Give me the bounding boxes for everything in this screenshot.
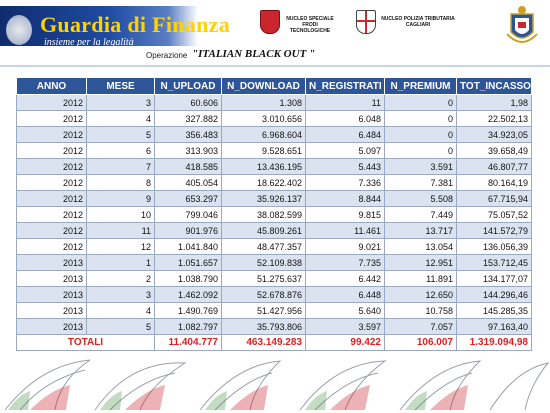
cell-tot-incasso: 134.177,07 [457, 271, 532, 287]
cell-n-premium: 7.057 [385, 319, 457, 335]
cell-tot-incasso: 75.057,52 [457, 207, 532, 223]
cell-n-download: 38.082.599 [222, 207, 306, 223]
operation-title: "ITALIAN BLACK OUT " [192, 48, 316, 60]
cell-n-upload: 418.585 [155, 159, 222, 175]
cell-n-download: 48.477.357 [222, 239, 306, 255]
table-row [17, 143, 532, 159]
cell-n-premium: 12.650 [385, 287, 457, 303]
cell-anno: 2012 [17, 191, 87, 207]
cell-n-download: 52.678.876 [222, 287, 306, 303]
cell-tot-incasso: 34.923,05 [457, 127, 532, 143]
cell-anno: 2012 [17, 175, 87, 191]
cell-n-upload: 799.046 [155, 207, 222, 223]
cell-mese: 5 [87, 127, 155, 143]
header-divider [0, 65, 550, 67]
cell-n-registrati: 11 [306, 95, 385, 111]
cell-n-download: 35.793.806 [222, 319, 306, 335]
table-row [17, 319, 532, 335]
brand-subtitle: insieme per la legalità [44, 37, 134, 48]
table-row [17, 303, 532, 319]
table-body [17, 95, 532, 335]
cell-n-premium: 0 [385, 95, 457, 111]
cell-anno: 2012 [17, 111, 87, 127]
table-row [17, 111, 532, 127]
cell-tot-incasso: 22.502,13 [457, 111, 532, 127]
cell-n-upload: 1.038.790 [155, 271, 222, 287]
cell-anno: 2012 [17, 143, 87, 159]
cell-n-download: 35.926.137 [222, 191, 306, 207]
cell-n-registrati: 9.021 [306, 239, 385, 255]
total-n-premium: 106.007 [385, 335, 457, 351]
cell-n-download: 9.528.651 [222, 143, 306, 159]
brand-title: Guardia di Finanza [40, 12, 230, 37]
cell-n-registrati: 6.442 [306, 271, 385, 287]
table-row [17, 95, 532, 111]
unit-label-cagliari: NUCLEO POLIZIA TRIBUTARIA CAGLIARI [381, 16, 455, 28]
column-header-n-premium: N_PREMIUM [385, 78, 457, 95]
cell-mese: 9 [87, 191, 155, 207]
cell-n-registrati: 9.815 [306, 207, 385, 223]
cell-n-premium: 3.591 [385, 159, 457, 175]
total-tot-incasso: 1.319.094,98 [457, 335, 532, 351]
table-row [17, 127, 532, 143]
column-header-n-registrati: N_REGISTRATI [306, 78, 385, 95]
totals-row [17, 335, 532, 351]
cell-n-upload: 405.054 [155, 175, 222, 191]
cell-n-premium: 13.717 [385, 223, 457, 239]
cell-anno: 2013 [17, 255, 87, 271]
cell-n-registrati: 5.640 [306, 303, 385, 319]
table-row [17, 271, 532, 287]
cell-n-premium: 12.951 [385, 255, 457, 271]
cell-n-upload: 327.882 [155, 111, 222, 127]
cell-tot-incasso: 80.164,19 [457, 175, 532, 191]
cell-anno: 2013 [17, 271, 87, 287]
cell-tot-incasso: 145.285,35 [457, 303, 532, 319]
cell-mese: 6 [87, 143, 155, 159]
cell-tot-incasso: 39.658,49 [457, 143, 532, 159]
cell-n-registrati: 5.443 [306, 159, 385, 175]
cell-anno: 2012 [17, 239, 87, 255]
column-header-tot-incasso: TOT_INCASSO [457, 78, 532, 95]
cell-anno: 2013 [17, 287, 87, 303]
cell-n-premium: 13.054 [385, 239, 457, 255]
cell-n-registrati: 11.461 [306, 223, 385, 239]
cell-mese: 10 [87, 207, 155, 223]
cell-n-premium: 11.891 [385, 271, 457, 287]
cell-n-registrati: 5.097 [306, 143, 385, 159]
cell-tot-incasso: 67.715,94 [457, 191, 532, 207]
sardinia-shield-icon [356, 10, 376, 34]
column-header-mese: MESE [87, 78, 155, 95]
cell-n-upload: 1.462.092 [155, 287, 222, 303]
cell-n-registrati: 6.484 [306, 127, 385, 143]
table-row [17, 207, 532, 223]
cell-anno: 2012 [17, 223, 87, 239]
cell-mese: 4 [87, 111, 155, 127]
cell-anno: 2013 [17, 303, 87, 319]
cell-n-premium: 10.758 [385, 303, 457, 319]
decorative-footer [0, 355, 550, 413]
cell-tot-incasso: 1,98 [457, 95, 532, 111]
page-header [0, 0, 550, 48]
cell-mese: 12 [87, 239, 155, 255]
cell-n-download: 51.275.637 [222, 271, 306, 287]
cell-mese: 8 [87, 175, 155, 191]
total-n-registrati: 99.422 [306, 335, 385, 351]
cell-anno: 2012 [17, 207, 87, 223]
cell-n-registrati: 3.597 [306, 319, 385, 335]
cell-n-registrati: 7.735 [306, 255, 385, 271]
cell-tot-incasso: 144.296,46 [457, 287, 532, 303]
cell-mese: 2 [87, 271, 155, 287]
cell-tot-incasso: 46.807,77 [457, 159, 532, 175]
cell-mese: 4 [87, 303, 155, 319]
cell-n-premium: 0 [385, 127, 457, 143]
tricolor-wing-pattern-icon [0, 355, 550, 413]
cell-n-download: 18.622.402 [222, 175, 306, 191]
column-header-n-upload: N_UPLOAD [155, 78, 222, 95]
cell-n-premium: 7.449 [385, 207, 457, 223]
cell-n-premium: 0 [385, 143, 457, 159]
cell-mese: 3 [87, 95, 155, 111]
column-header-anno: ANNO [17, 78, 87, 95]
cell-n-registrati: 6.048 [306, 111, 385, 127]
gdf-emblem-icon [6, 15, 32, 45]
cell-tot-incasso: 136.056,39 [457, 239, 532, 255]
cell-n-upload: 60.606 [155, 95, 222, 111]
cell-n-registrati: 6.448 [306, 287, 385, 303]
cell-mese: 5 [87, 319, 155, 335]
cell-n-registrati: 7.336 [306, 175, 385, 191]
cell-n-download: 3.010.656 [222, 111, 306, 127]
cell-n-upload: 1.051.657 [155, 255, 222, 271]
cell-n-download: 51.427.956 [222, 303, 306, 319]
cell-n-upload: 1.041.840 [155, 239, 222, 255]
table-header-row [17, 78, 532, 95]
cell-n-premium: 5.508 [385, 191, 457, 207]
table-row [17, 239, 532, 255]
cell-n-premium: 7.381 [385, 175, 457, 191]
unit-label-frodi: NUCLEO SPECIALE FRODI TECNOLOGICHE [286, 16, 334, 34]
cell-mese: 1 [87, 255, 155, 271]
table-row [17, 287, 532, 303]
cell-mese: 11 [87, 223, 155, 239]
cell-tot-incasso: 141.572,79 [457, 223, 532, 239]
cell-n-download: 13.436.195 [222, 159, 306, 175]
cell-anno: 2012 [17, 159, 87, 175]
cell-n-upload: 653.297 [155, 191, 222, 207]
totals-label: TOTALI [17, 335, 155, 351]
column-header-n-download: N_DOWNLOAD [222, 78, 306, 95]
cell-n-upload: 901.976 [155, 223, 222, 239]
cell-anno: 2013 [17, 319, 87, 335]
cell-n-upload: 1.082.797 [155, 319, 222, 335]
gdf-crest-icon [503, 4, 541, 48]
cell-n-download: 1.308 [222, 95, 306, 111]
table-row [17, 175, 532, 191]
cell-n-download: 45.809.261 [222, 223, 306, 239]
table-row [17, 159, 532, 175]
cell-tot-incasso: 153.712,45 [457, 255, 532, 271]
cell-anno: 2012 [17, 95, 87, 111]
cell-mese: 3 [87, 287, 155, 303]
table-row [17, 223, 532, 239]
cell-n-download: 6.968.604 [222, 127, 306, 143]
table-row [17, 191, 532, 207]
cell-n-premium: 0 [385, 111, 457, 127]
cell-n-download: 52.109.838 [222, 255, 306, 271]
brand-banner [0, 6, 230, 48]
total-n-upload: 11.404.777 [155, 335, 222, 351]
total-n-download: 463.149.283 [222, 335, 306, 351]
cell-mese: 7 [87, 159, 155, 175]
nucleo-frodi-shield-icon [260, 10, 280, 34]
cell-n-upload: 356.483 [155, 127, 222, 143]
table-row [17, 255, 532, 271]
cell-n-upload: 1.490.769 [155, 303, 222, 319]
statistics-table [16, 77, 532, 351]
operation-label: Operazione [146, 51, 188, 60]
cell-n-upload: 313.903 [155, 143, 222, 159]
cell-tot-incasso: 97.163,40 [457, 319, 532, 335]
cell-anno: 2012 [17, 127, 87, 143]
cell-n-registrati: 8.844 [306, 191, 385, 207]
